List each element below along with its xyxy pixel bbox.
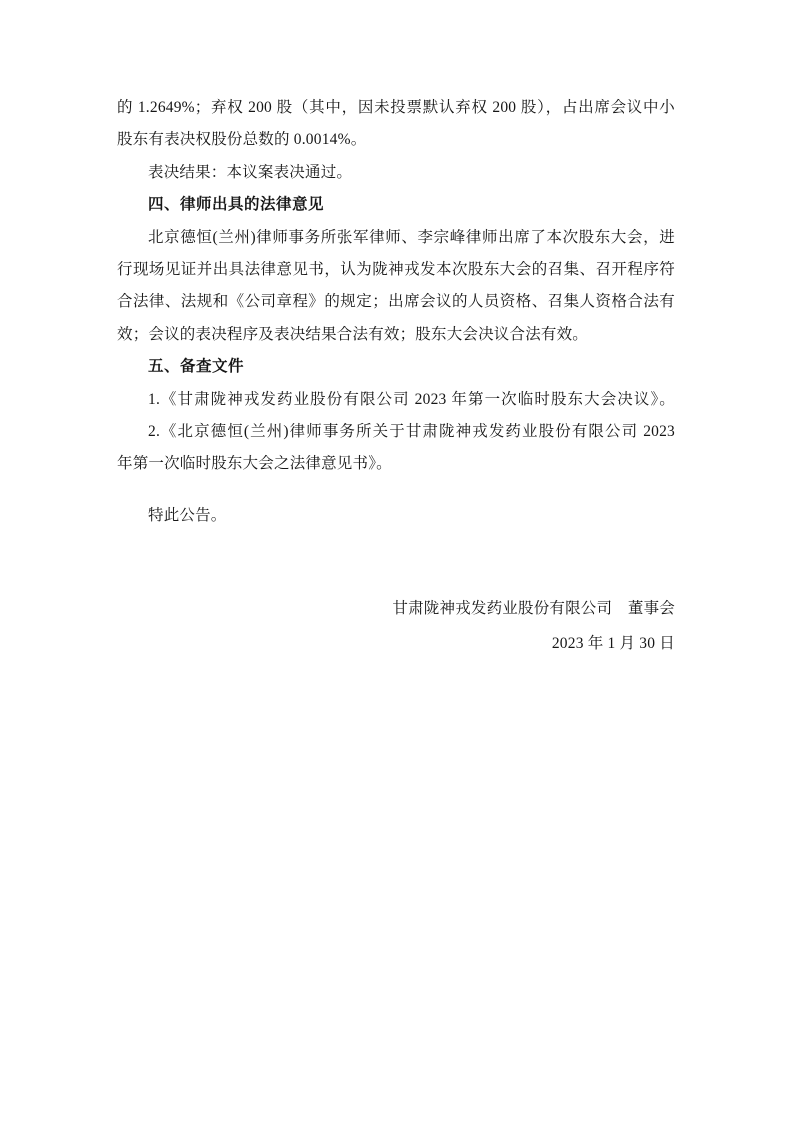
legal-opinion-line-1: 北京德恒(兰州)律师事务所张军律师、李宗峰律师出席了本次股东大会，进	[148, 228, 675, 246]
legal-opinion-line-3: 合法律、法规和《公司章程》的规定；出席会议的人员资格、召集人资格合法有	[117, 293, 675, 311]
section-heading-legal-opinion: 四、律师出具的法律意见	[148, 196, 325, 214]
vote-continuation-line-2: 股东有表决权股份总数的 0.0014%。	[117, 131, 367, 149]
reference-item-2-line-1: 2.《北京德恒(兰州)律师事务所关于甘肃陇神戎发药业股份有限公司 2023	[148, 422, 675, 440]
legal-opinion-line-4: 效；会议的表决程序及表决结果合法有效；股东大会决议合法有效。	[117, 325, 589, 343]
section-heading-reference-docs: 五、备查文件	[148, 358, 245, 376]
reference-item-2-line-2: 年第一次临时股东大会之法律意见书》。	[117, 455, 392, 473]
vote-continuation-line-1: 的 1.2649%；弃权 200 股（其中，因未投票默认弃权 200 股），占出席会议中小	[117, 99, 675, 116]
document-body	[117, 92, 675, 661]
vote-result-line: 表决结果：本议案表决通过。	[148, 163, 353, 181]
legal-opinion-line-2: 行现场见证并出具法律意见书，认为陇神戎发本次股东大会的召集、召开程序符	[117, 260, 675, 278]
signature-line: 甘肃陇神戎发药业股份有限公司 董事会	[392, 600, 675, 618]
date-line: 2023 年 1 月 30 日	[551, 635, 675, 653]
reference-item-1: 1.《甘肃陇神戎发药业股份有限公司 2023 年第一次临时股东大会决议》。	[148, 390, 675, 408]
closing-announcement: 特此公告。	[148, 506, 227, 524]
